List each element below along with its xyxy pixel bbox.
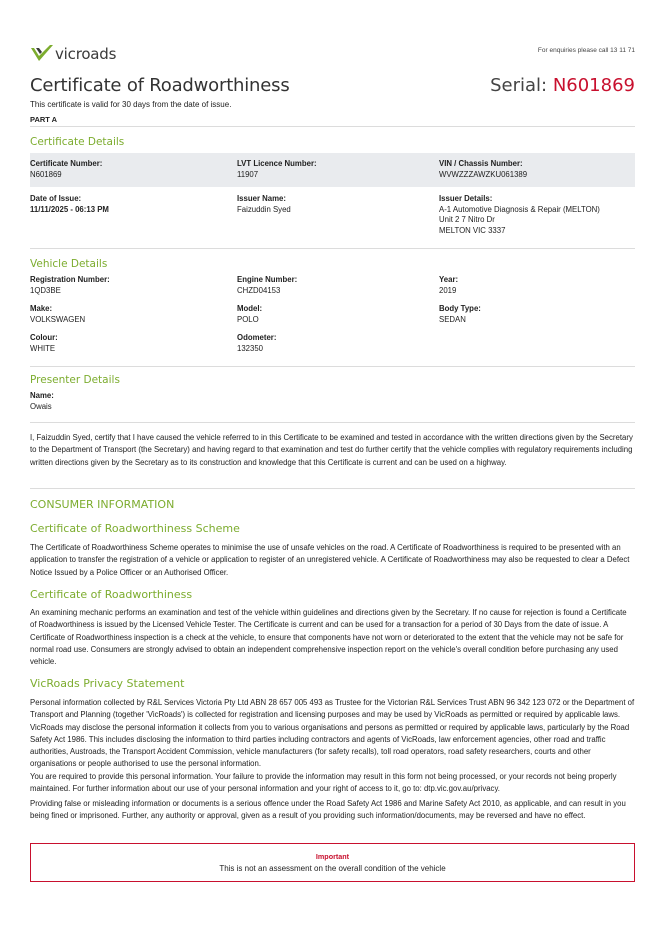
odometer-value: 132350: [237, 343, 264, 353]
important-notice: [30, 843, 635, 882]
issuer-details-line: MELTON VIC 3337: [439, 225, 506, 235]
presenter-name-block: [30, 391, 54, 412]
certificate-info-text: An examining mechanic performs an examination and test of the vehicle within guidelines and directions given by the Secretary. If no cause for rejection is found a Certificate of Roadworthiness is issued by the Licensed Vehicle Tester. The Certificate is current and can be used for a transaction for a period of 30 Days from the date of issue. A Certificate of Roadworthiness inspection is a check at the vehicle, to ensure that components have not worn or deteriorated to the extent that the vehicle may not be safe for normal road use. Consumers are strongly advised to obtain an independent comprehensive inspection report on the vehicle's overall condition before purchasing any used vehicle.: [30, 608, 627, 667]
validity-text: This certificate is valid for 30 days from the date of issue.: [30, 100, 232, 109]
divider: [30, 488, 635, 489]
privacy-heading: VicRoads Privacy Statement: [30, 677, 185, 690]
lvt-licence-value: 11907: [237, 169, 259, 179]
make-label: Make:: [30, 304, 53, 313]
vehicle-details-grid: [30, 275, 635, 365]
privacy-text-3: Providing false or misleading information or documents is a serious offence under the Road Safety Act 1986 and Marine Safety Act 2010, as applicable, and can result in you being fined or imprisoned. Further, any authority or approval, given as a result of you providing such information/documents, may be reversed and have no effect.: [30, 799, 626, 821]
issuer-details-label: Issuer Details:: [439, 194, 493, 203]
presenter-name-value: Owais: [30, 401, 52, 411]
lvt-licence-label: LVT Licence Number:: [237, 159, 317, 168]
model-value: POLO: [237, 314, 259, 324]
issuer-name-value: Faizuddin Syed: [237, 204, 291, 214]
date-of-issue-value: 11/11/2025 - 06:13 PM: [30, 204, 109, 214]
colour-value: WHITE: [30, 343, 56, 353]
privacy-text-2: You are required to provide this personal information. Your failure to provide the information may result in this form not being processed, or your records not being properly maintained. For further information about our use of your personal information and your right of access to it, go to: dtp.vic.gov.au/privacy.: [30, 772, 617, 794]
issuer-name-label: Issuer Name:: [237, 194, 286, 203]
scheme-heading: Certificate of Roadworthiness Scheme: [30, 522, 240, 535]
logo-text: vicroads: [55, 45, 117, 63]
vicroads-logo: [30, 44, 116, 64]
privacy-text-1: Personal information collected by R&L Services Victoria Pty Ltd ABN 28 657 005 493 as Trustee for the Victorian R&L Services Trust ABN 96 342 123 072 or the Department of Transport and Planning (together 'VicRoads') is collected for registration and licensing purposes and may be used by VicRoads as permitted or required by applicable laws. VicRoads may disclose the personal information it collects from you to various organisations and persons as permitted or required by applicable laws, particularly by the Road Safety Act 1986. This includes disclosing the information to third parties including contractors and agents of VicRoads, law enforcement agencies, other road and traffic authorities, Austroads, the Transport Accident Commission, vehicle manufacturers (for safety recalls), toll road operators, road safety researchers, courts and other organisations or people authorised to use the personal information.: [30, 698, 635, 769]
colour-label: Colour:: [30, 333, 58, 342]
enquiries-text: For enquiries please call 13 11 71: [537, 47, 635, 54]
divider: [30, 422, 635, 423]
model-label: Model:: [237, 304, 263, 313]
presenter-name-label: Name:: [30, 391, 54, 400]
registration-value: 1QD3BE: [30, 285, 61, 295]
year-value: 2019: [439, 285, 457, 295]
certificate-info-heading: Certificate of Roadworthiness: [30, 588, 193, 601]
certificate-number-label: Certificate Number:: [30, 159, 103, 168]
body-type-label: Body Type:: [439, 304, 481, 313]
certificate-details-row-2: [30, 187, 635, 245]
scheme-text: The Certificate of Roadworthiness Scheme operates to minimise the use of unsafe vehicles on the road. A Certificate of Roadworthiness is required to be presented with an application to transfer the registration of a vehicle or application to register of an unregistered vehicle. A Certificate of Roadworthiness may also be requested to clear a Defect Notice Issued by a Police Officer or an Authorised Officer.: [30, 543, 630, 577]
part-label: PART A: [30, 115, 58, 124]
divider: [30, 126, 635, 127]
body-type-value: SEDAN: [439, 314, 466, 324]
year-label: Year:: [439, 275, 459, 284]
divider: [30, 248, 635, 249]
issuer-details-line: Unit 2 7 Nitro Dr: [439, 215, 495, 225]
certificate-details-row-1: [30, 153, 635, 187]
serial-number: N601869: [552, 75, 635, 96]
odometer-label: Odometer:: [237, 333, 277, 342]
certificate-details-heading: Certificate Details: [30, 136, 125, 148]
issuer-details-line: A-1 Automotive Diagnosis & Repair (MELTON): [439, 204, 600, 214]
presenter-details-heading: Presenter Details: [30, 374, 120, 386]
serial-block: [490, 74, 635, 98]
important-heading: Important: [315, 852, 350, 861]
serial-label: Serial:: [490, 75, 553, 96]
certificate-number-value: N601869: [30, 169, 62, 179]
vin-value: WVWZZZAWZKU061389: [439, 169, 528, 179]
certification-statement: I, Faizuddin Syed, certify that I have caused the vehicle referred to in this Certificate to be examined and tested in accordance with the written directions given by the Secretary to the Department of Transport (the Secretary) and having regard to that examination and test do further certify that the vehicle complies with regulatory requirements including written directions given by the Secretary as to its construction and knowledge that this Certificate is current and can be used on a highway.: [30, 433, 633, 467]
engine-number-value: CHZD04153: [237, 285, 281, 295]
registration-label: Registration Number:: [30, 275, 110, 284]
page-title: Certificate of Roadworthiness: [30, 75, 290, 96]
consumer-information-heading: CONSUMER INFORMATION: [30, 498, 175, 511]
vehicle-details-heading: Vehicle Details: [30, 258, 108, 270]
divider: [30, 366, 635, 367]
engine-number-label: Engine Number:: [237, 275, 298, 284]
make-value: VOLKSWAGEN: [30, 314, 86, 324]
date-of-issue-label: Date of Issue:: [30, 194, 82, 203]
important-text: This is not an assessment on the overall condition of the vehicle: [219, 863, 446, 873]
vicroads-tick-icon: [30, 44, 54, 64]
vin-label: VIN / Chassis Number:: [439, 159, 523, 168]
